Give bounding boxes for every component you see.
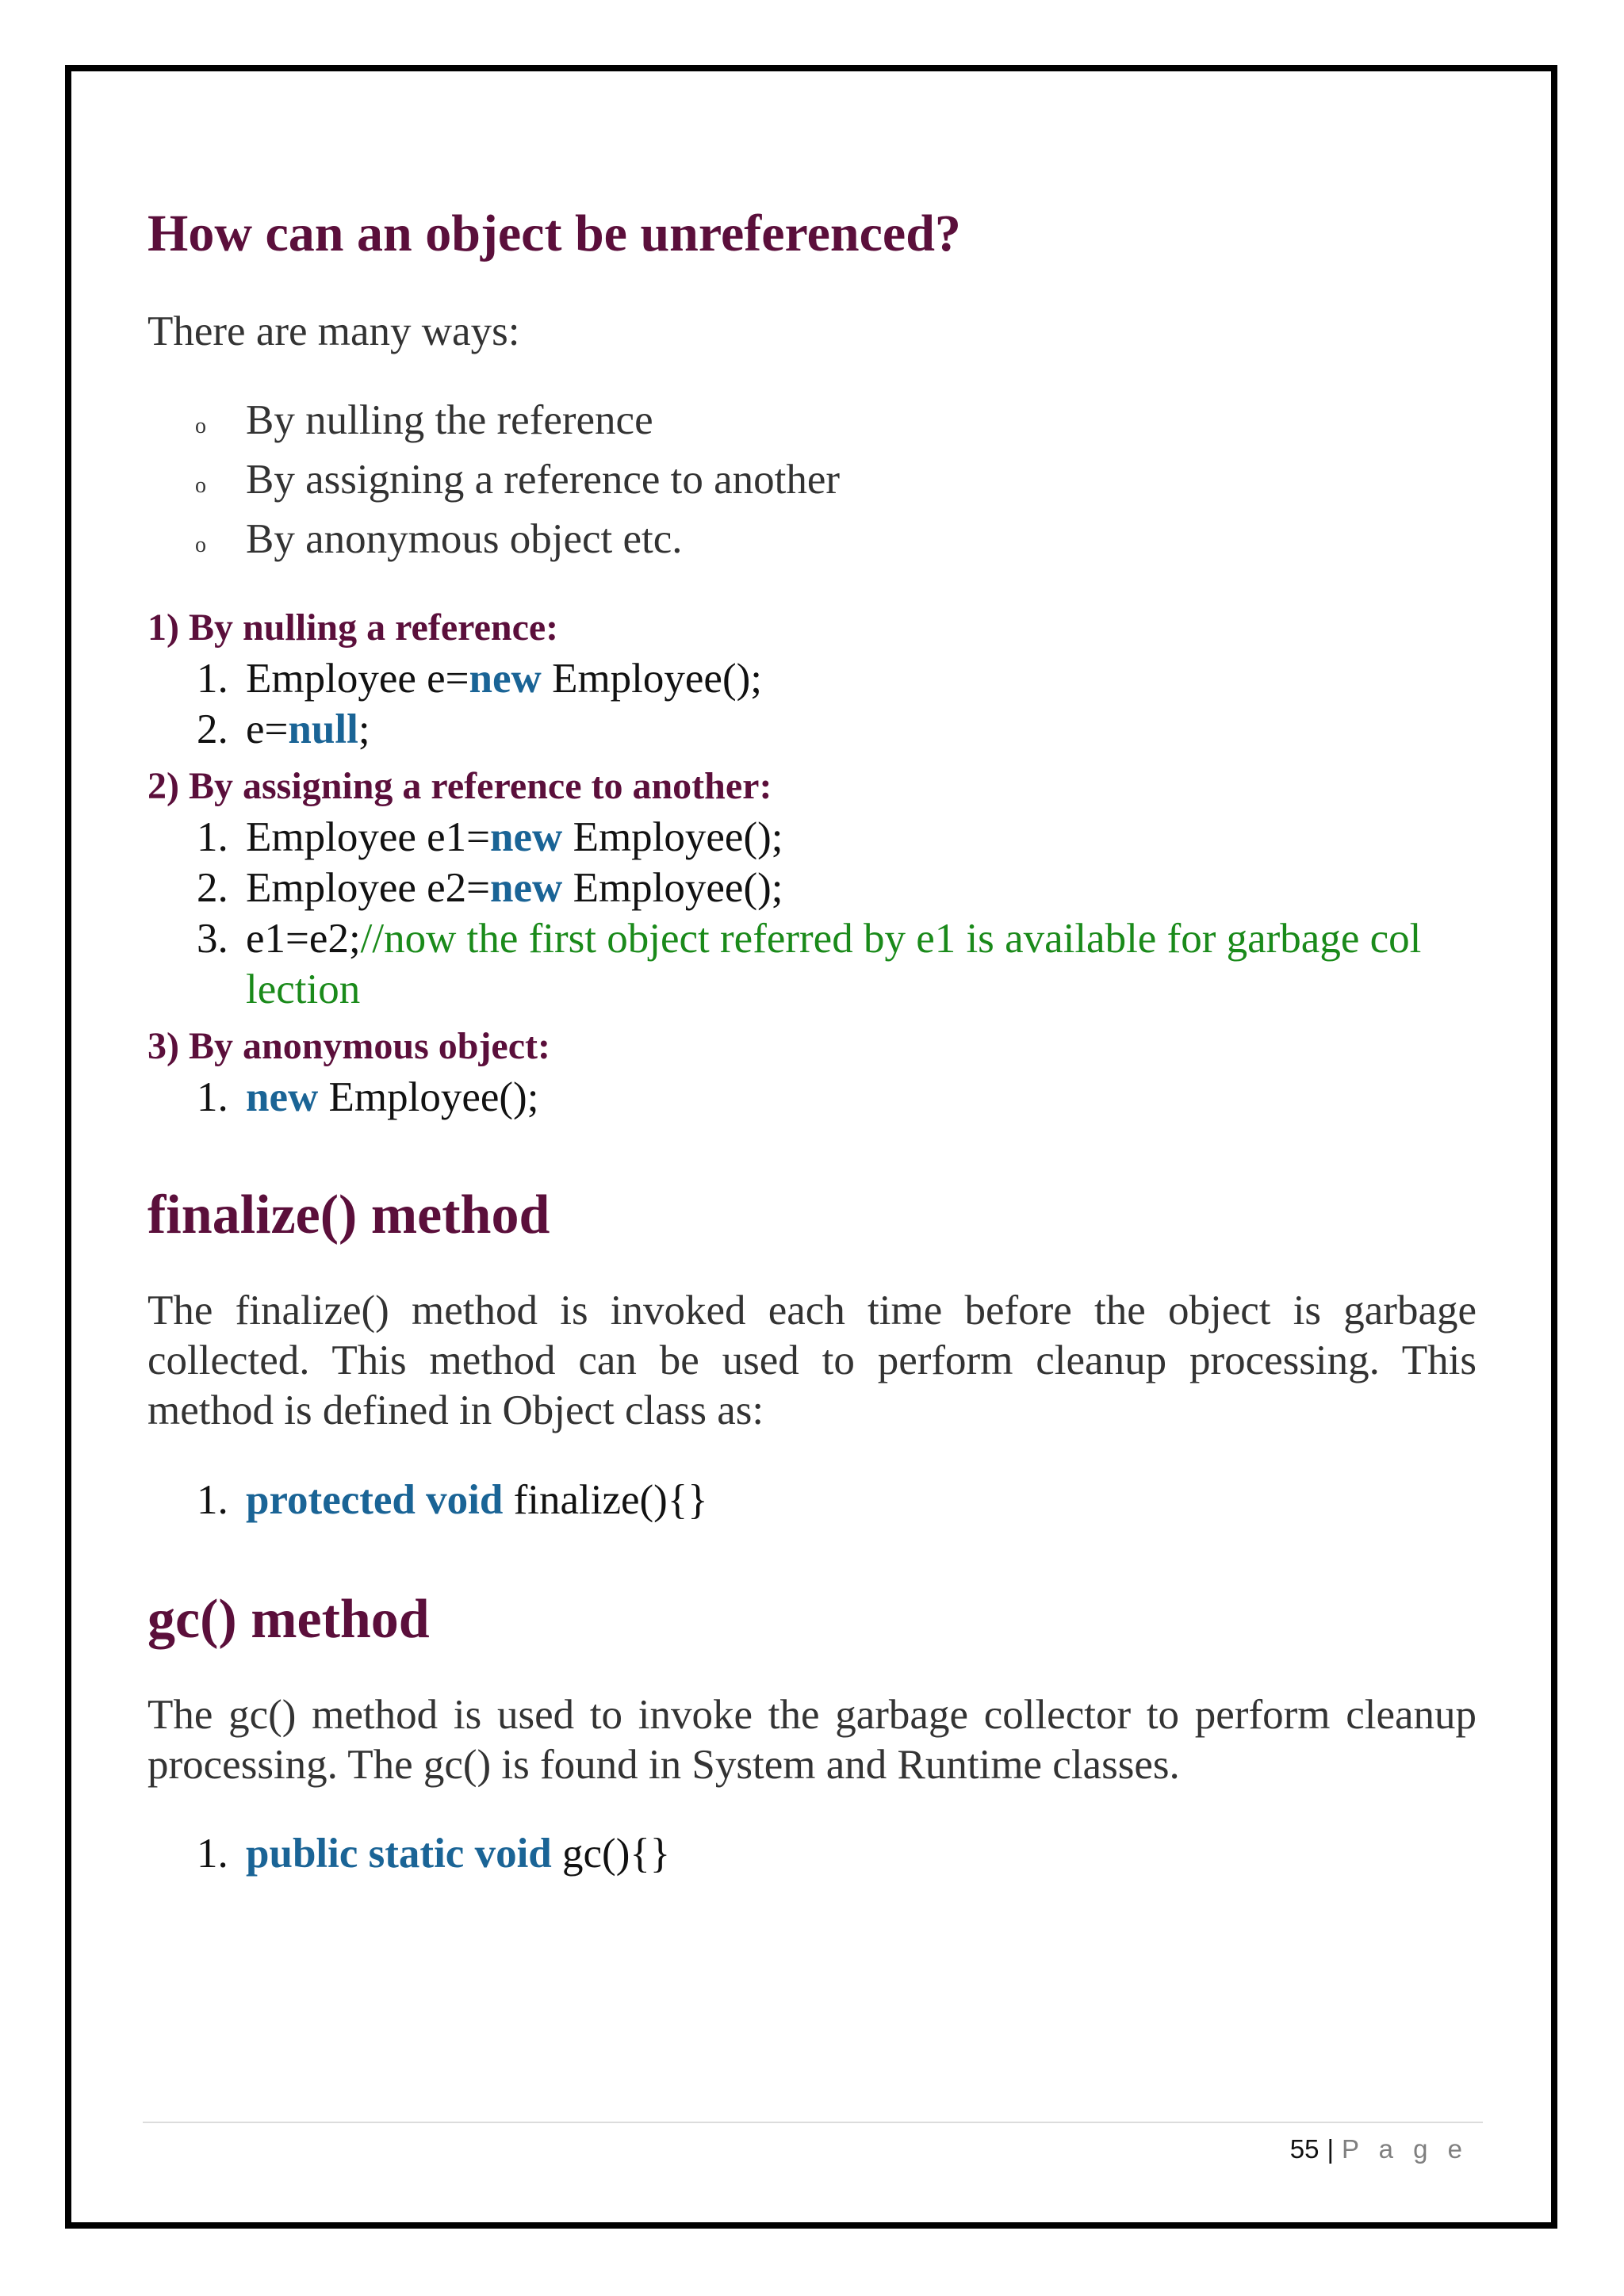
- line-number: 1.: [197, 656, 228, 702]
- paragraph-line: The finalize() method is invoked each time before the object is garbage: [147, 1288, 1477, 1334]
- footer-divider: [143, 2122, 1483, 2123]
- bullet-marker: o: [195, 533, 206, 557]
- section-title-finalize: finalize() method: [147, 1184, 550, 1246]
- code-comment: //now the first object referred by e1 is available for garbage col: [360, 916, 1422, 962]
- line-number: 2.: [197, 865, 228, 911]
- section-title-unreferenced: How can an object be unreferenced?: [147, 205, 961, 262]
- code-line: [197, 706, 370, 752]
- code-line: [197, 1833, 670, 1875]
- code-text: Employee();: [562, 865, 783, 911]
- footer-separator: |: [1327, 2134, 1335, 2164]
- bullet-item: By assigning a reference to another: [246, 457, 841, 503]
- subheading-assigning: 2) By assigning a reference to another:: [147, 765, 772, 807]
- gc-paragraph: [147, 1690, 1477, 1790]
- paragraph-line: collected. This method can be used to perform cleanup processing. This: [147, 1337, 1477, 1383]
- bullet-item: By nulling the reference: [246, 397, 653, 443]
- code-text: gc(){}: [551, 1831, 671, 1877]
- code-text: Employee();: [541, 656, 762, 702]
- bullet-marker: o: [195, 414, 206, 438]
- code-text: Employee();: [562, 814, 783, 860]
- code-keyword: protected void: [246, 1477, 504, 1523]
- subheading-anonymous: 3) By anonymous object:: [147, 1025, 551, 1067]
- code-line: [197, 1074, 539, 1120]
- code-text: Employee e1=: [246, 814, 491, 860]
- line-number: 1.: [197, 1477, 228, 1523]
- code-line: [197, 1479, 708, 1521]
- code-text: Employee e=: [246, 656, 469, 702]
- code-text: finalize(){}: [503, 1477, 708, 1523]
- page-frame: [65, 65, 1557, 2229]
- code-keyword: new: [490, 865, 563, 911]
- section-title-gc: gc() method: [147, 1589, 430, 1650]
- line-number: 1.: [197, 814, 228, 860]
- page-label: P a g e: [1342, 2134, 1469, 2164]
- intro-text: There are many ways:: [147, 308, 520, 354]
- code-text: e=: [246, 706, 289, 752]
- paragraph-line: processing. The gc() is found in System and Runtime classes.: [147, 1742, 1180, 1788]
- code-keyword: null: [288, 706, 358, 752]
- line-number: 1.: [197, 1074, 228, 1120]
- bullet-item: By anonymous object etc.: [246, 516, 683, 562]
- paragraph-line: method is defined in Object class as:: [147, 1387, 764, 1433]
- code-text: e1=e2;: [246, 916, 361, 962]
- code-keyword: public static void: [246, 1831, 552, 1877]
- page-number: 55: [1289, 2134, 1320, 2164]
- code-line: [197, 867, 783, 909]
- code-line: [197, 658, 762, 700]
- bullet-marker: o: [195, 473, 206, 498]
- finalize-paragraph: [147, 1286, 1477, 1436]
- subheading-nulling: 1) By nulling a reference:: [147, 607, 559, 649]
- page-footer: [1290, 2134, 1469, 2164]
- code-line: [197, 814, 783, 860]
- code-keyword: new: [469, 656, 542, 702]
- code-text: Employee e2=: [246, 865, 491, 911]
- code-line: [197, 918, 1421, 960]
- line-number: 1.: [197, 1831, 228, 1877]
- code-text: Employee();: [318, 1074, 539, 1120]
- code-keyword: new: [246, 1074, 319, 1120]
- line-number: 2.: [197, 706, 228, 752]
- code-text: ;: [358, 706, 370, 752]
- code-keyword: new: [490, 814, 563, 860]
- paragraph-line: The gc() method is used to invoke the garbage collector to perform cleanup: [147, 1692, 1477, 1738]
- code-comment-continuation: lection: [246, 966, 361, 1012]
- line-number: 3.: [197, 916, 228, 962]
